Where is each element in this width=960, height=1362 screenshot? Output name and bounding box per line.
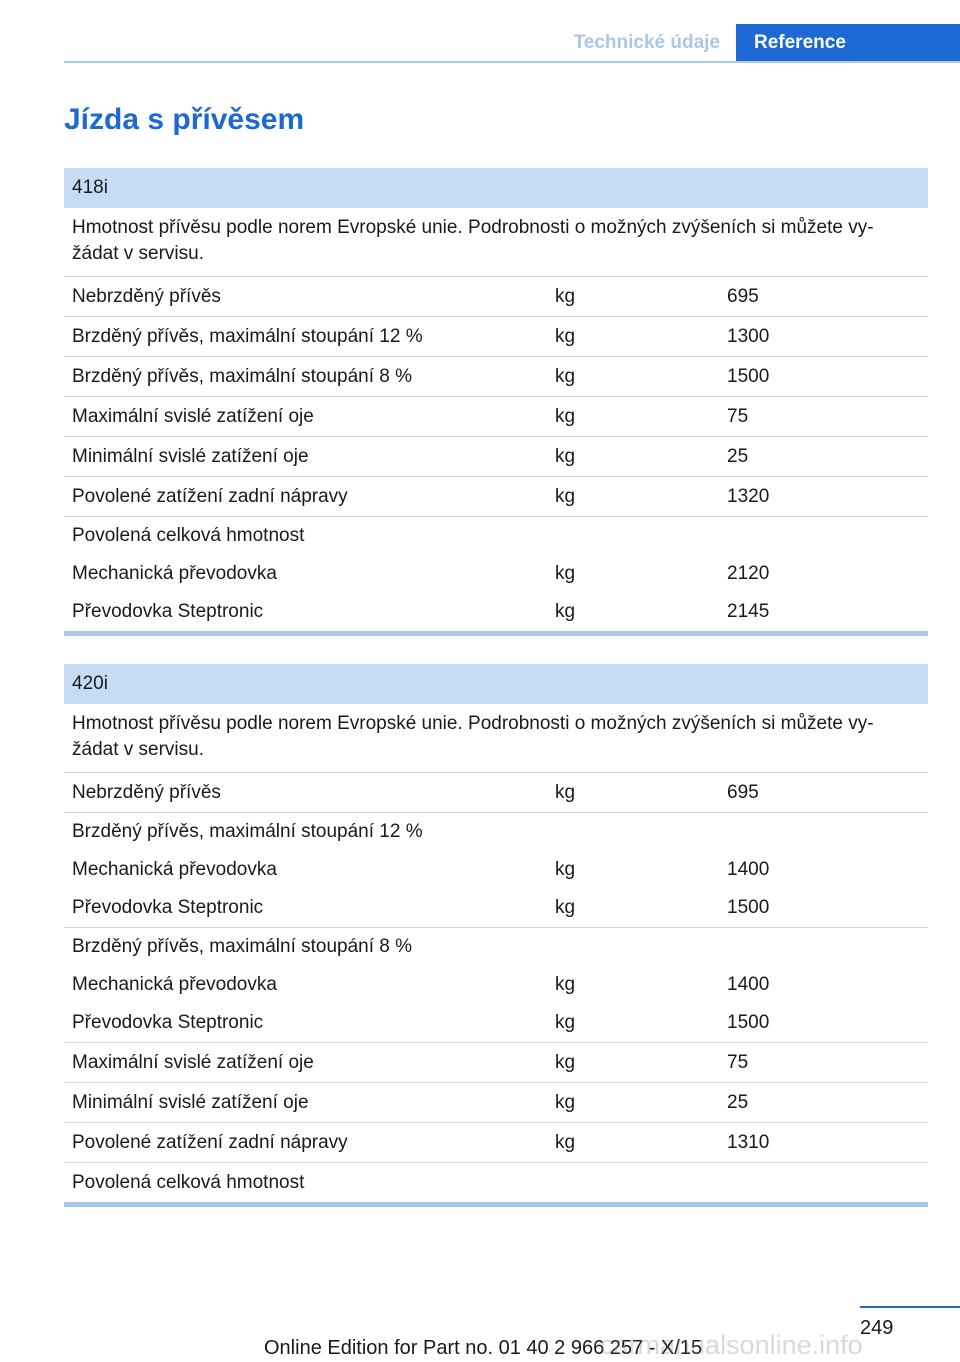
table-end-rule <box>64 1202 928 1207</box>
row-value: 695 <box>719 773 928 813</box>
row-label: Převodovka Steptronic <box>64 889 547 928</box>
row-value <box>719 813 928 852</box>
row-unit: kg <box>547 889 719 928</box>
row-value: 1400 <box>727 859 770 880</box>
table-row <box>64 1004 928 1043</box>
spec-table-418i <box>64 168 928 636</box>
table-row <box>64 851 928 889</box>
table-row <box>64 277 928 317</box>
row-label: Mechanická převodovka <box>72 974 277 995</box>
row-label: Brzděný přívěs, maximální stoupání 8 % <box>64 357 547 397</box>
row-label: Maximální svislé zatížení oje <box>64 397 547 437</box>
row-label: Mechanická převodovka <box>72 563 277 584</box>
row-value <box>719 517 928 556</box>
header-tabs <box>554 24 960 62</box>
note-row <box>64 704 928 773</box>
row-value: 1300 <box>719 317 928 357</box>
row-unit: kg <box>547 357 719 397</box>
row-value: 25 <box>719 437 928 477</box>
edition-text: Online Edition for Part no. 01 40 2 966 257 - X/15 <box>264 1337 703 1359</box>
table-header-row <box>64 168 928 208</box>
spec-table-420i <box>64 664 928 1207</box>
header-rule <box>64 61 960 63</box>
table-row <box>64 1043 928 1083</box>
row-value <box>719 1163 928 1203</box>
row-unit: kg <box>547 1123 719 1163</box>
row-unit: kg <box>547 1043 719 1083</box>
table-row <box>64 1123 928 1163</box>
table-row <box>64 593 928 631</box>
row-label: Nebrzděný přívěs <box>64 773 547 813</box>
row-label: Brzděný přívěs, maximální stoupání 12 % <box>64 317 547 357</box>
row-value: 1310 <box>719 1123 928 1163</box>
row-label: Povolené zatížení zadní nápravy <box>64 477 547 517</box>
row-label: Brzděný přívěs, maximální stoupání 12 % <box>72 821 423 842</box>
page-number: 249 <box>860 1317 894 1339</box>
row-value: 1500 <box>719 889 928 928</box>
row-unit: kg <box>555 859 576 880</box>
row-label: Brzděný přívěs, maximální stoupání 8 % <box>72 936 413 957</box>
row-unit: kg <box>547 277 719 317</box>
table-row <box>64 397 928 437</box>
watermark: carmanualsonline.info <box>600 1330 863 1360</box>
model-label: 418i <box>64 168 928 208</box>
table-end-rule <box>64 631 928 636</box>
table-row <box>64 477 928 517</box>
table-row <box>64 555 928 593</box>
row-label: Povolená celková hmotnost <box>72 525 305 546</box>
row-value: 75 <box>719 1043 928 1083</box>
section-tab[interactable]: Technické údaje <box>573 32 720 53</box>
row-label: Mechanická převodovka <box>72 859 277 880</box>
row-unit: kg <box>547 1083 719 1123</box>
row-unit <box>547 928 719 967</box>
table-row <box>64 357 928 397</box>
row-unit: kg <box>547 437 719 477</box>
row-unit: kg <box>547 1004 719 1043</box>
page-title: Jízda s přívěsem <box>64 103 305 136</box>
row-label: Minimální svislé zatížení oje <box>64 437 547 477</box>
table-row <box>64 966 928 1004</box>
row-unit: kg <box>547 477 719 517</box>
row-unit: kg <box>555 601 576 622</box>
table-header-row <box>64 664 928 704</box>
note-row <box>64 208 928 277</box>
row-unit <box>547 1163 719 1203</box>
footer-rule <box>860 1306 960 1308</box>
row-unit: kg <box>547 397 719 437</box>
table-row <box>64 1083 928 1123</box>
row-value: 1500 <box>719 1004 928 1043</box>
table-row <box>64 517 928 556</box>
row-value: 2145 <box>727 601 770 622</box>
chapter-tab[interactable]: Reference <box>736 24 960 62</box>
table-row <box>64 889 928 928</box>
row-value: 1400 <box>727 974 770 995</box>
note-text: Hmotnost přívěsu podle norem Evropské unie. Podrobnosti o možných zvýšeních si můžete vy‐ žádat v servisu. <box>64 704 928 773</box>
table-row <box>64 773 928 813</box>
row-value: 25 <box>719 1083 928 1123</box>
row-label: Povolená celková hmotnost <box>72 1171 305 1193</box>
row-value: 1320 <box>719 477 928 517</box>
row-unit: kg <box>547 317 719 357</box>
row-value: 2120 <box>727 563 770 584</box>
row-label: Minimální svislé zatížení oje <box>64 1083 547 1123</box>
row-label: Převodovka Steptronic <box>64 1004 547 1043</box>
table-row <box>64 813 928 852</box>
row-unit: kg <box>555 974 576 995</box>
table-row <box>64 928 928 967</box>
row-label: Převodovka Steptronic <box>72 601 264 622</box>
row-unit: kg <box>555 563 576 584</box>
row-value: 695 <box>719 277 928 317</box>
table-row <box>64 317 928 357</box>
row-value: 1500 <box>719 357 928 397</box>
row-unit <box>547 517 719 556</box>
model-label: 420i <box>64 664 928 704</box>
row-label: Povolené zatížení zadní nápravy <box>64 1123 547 1163</box>
row-label: Nebrzděný přívěs <box>64 277 547 317</box>
row-unit <box>547 813 719 852</box>
table-row <box>64 437 928 477</box>
row-label: Maximální svislé zatížení oje <box>64 1043 547 1083</box>
row-unit: kg <box>547 773 719 813</box>
table-row <box>64 1163 928 1203</box>
row-value <box>719 928 928 967</box>
row-value: 75 <box>719 397 928 437</box>
note-text: Hmotnost přívěsu podle norem Evropské unie. Podrobnosti o možných zvýšeních si můžete vy‐ žádat v servisu. <box>64 208 928 277</box>
